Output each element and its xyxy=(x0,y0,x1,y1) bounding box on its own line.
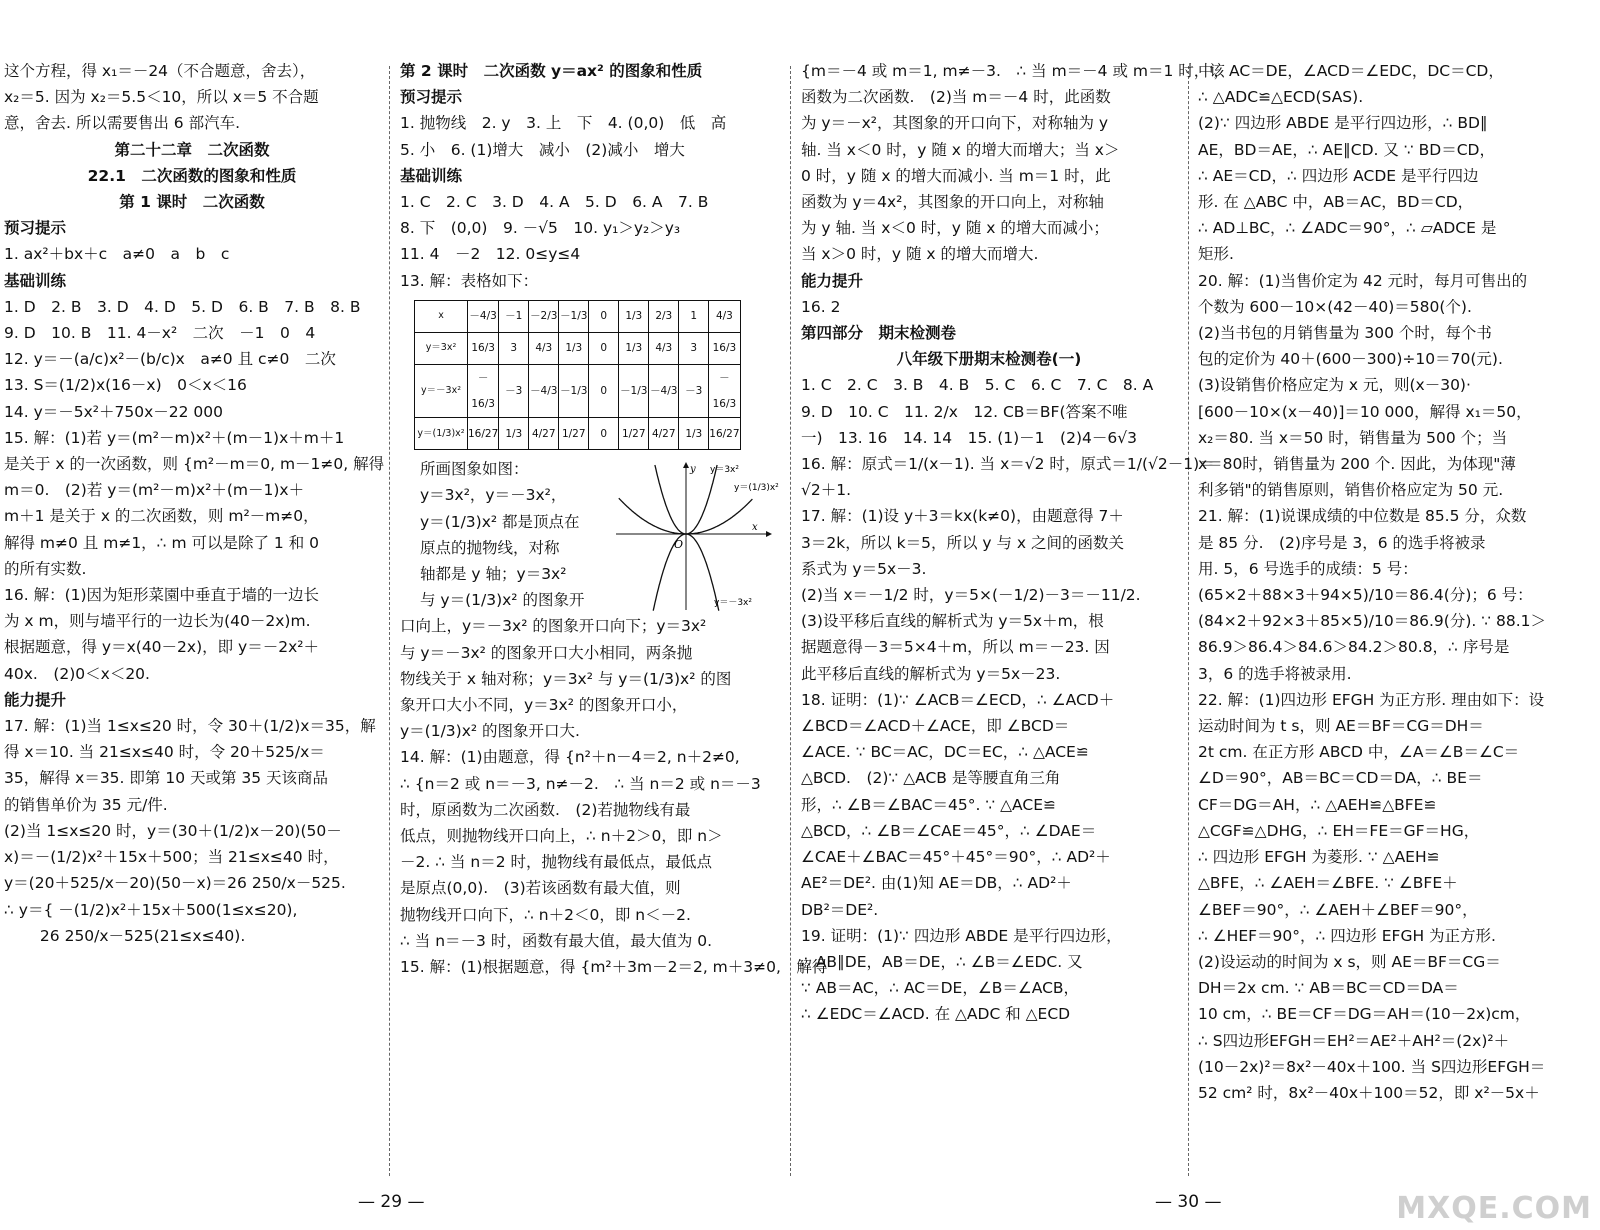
text-line: 是关于 x 的一次函数，则 {m²－m＝0, m－1≠0, 解得 xyxy=(4,455,385,474)
text-line: 2t cm. 在正方形 ABCD 中，∠A＝∠B＝∠C＝ xyxy=(1198,743,1520,762)
text-line: y＝(1/3)x² 都是顶点在 xyxy=(420,512,580,531)
text-line: 是原点(0,0). (3)若该函数有最大值，则 xyxy=(400,879,681,898)
text-line: y＝3x²，y＝－3x²， xyxy=(420,486,567,505)
text-line: 预习提示 xyxy=(4,219,67,238)
text-line: 18. 证明：(1)∵ ∠ACB＝∠ECD，∴ ∠ACD＋ xyxy=(801,690,1115,709)
text-line: ∴ AB∥DE，AB＝DE，∴ ∠B＝∠EDC. 又 xyxy=(801,952,1083,971)
table-cell: 16/3 xyxy=(709,332,740,364)
column-divider xyxy=(389,66,390,1176)
x-axis-arrow xyxy=(766,531,772,537)
column-divider xyxy=(1188,66,1189,1176)
text-line: ∴ 四边形 EFGH 为菱形. ∵ △AEH≌ xyxy=(1198,848,1440,867)
text-line: ∴ S四边形EFGH＝EH²＝AE²＋AH²＝(2x)²＋ xyxy=(1198,1031,1510,1050)
text-line: (3)设销售价格应定为 x 元，则(x－30)· xyxy=(1198,376,1471,395)
table-cell: －1/3 xyxy=(619,364,649,417)
text-line: y＝(1/3)x² 的图象开口大. xyxy=(400,722,580,741)
text-line: {m＝－4 或 m＝1, m≠－3. ∴ 当 m＝－4 或 m＝1 时，该 xyxy=(801,62,1225,80)
table-cell: 0 xyxy=(589,418,619,450)
text-line: (2)设运动的时间为 x s，则 AE＝BF＝CG＝ xyxy=(1198,952,1501,971)
text-line: 为 x m，则与墙平行的一边长为(40－2x)m. xyxy=(4,612,311,631)
text-line: 17. 解：(1)当 1≤x≤20 时，令 30＋(1/2)x＝35，解 xyxy=(4,717,376,736)
text-line: ∠CAE＋∠BAC＝45°＋45°＝90°，∴ AD²＋ xyxy=(801,848,1111,867)
text-line: 基础训练 xyxy=(400,166,463,185)
table-header-cell: －1/3 xyxy=(559,300,589,332)
text-line: 1. D 2. B 3. D 4. D 5. D 6. B 7. B 8. B xyxy=(4,297,361,316)
text-line: (10－2x)²＝8x²－40x＋100. 当 S四边形EFGH＝ xyxy=(1198,1057,1546,1076)
text-line: m＋1 是关于 x 的二次函数，则 m²－m≠0， xyxy=(4,507,319,526)
table-cell: 1/27 xyxy=(559,418,589,450)
text-line: (84×2＋92×3＋85×5)/10＝86.9(分). ∵ 88.1＞ xyxy=(1198,612,1547,631)
table-header-cell: 2/3 xyxy=(649,300,679,332)
text-line: (3)设平移后直线的解析式为 y＝5x＋m，根 xyxy=(801,612,1104,631)
table-cell: 16/3 xyxy=(468,332,499,364)
text-line: 11. 4 －2 12. 0≤y≤4 xyxy=(400,245,581,264)
text-line: 与 y＝(1/3)x² 的图象开 xyxy=(420,591,585,610)
y-axis-label: y xyxy=(690,464,696,475)
text-line: 19. 证明：(1)∵ 四边形 ABDE 是平行四边形， xyxy=(801,926,1122,945)
text-line: 13. 解：表格如下： xyxy=(400,271,539,290)
text-line: 5. 小 6. (1)增大 减小 (2)减小 增大 xyxy=(400,140,685,159)
text-line: 时，原函数为二次函数. (2)若抛物线有最 xyxy=(400,800,691,819)
table-cell: －16/3 xyxy=(468,364,499,417)
text-line: 此平移后直线的解析式为 y＝5x－23. xyxy=(801,664,1061,683)
text-line: 函数为 y＝4x²，其图象的开口向上，对称轴 xyxy=(801,193,1104,212)
text-line: △BCD. (2)∵ △ACB 是等腰直角三角 xyxy=(801,769,1061,788)
text-line: 的销售单价为 35 元/件. xyxy=(4,795,168,814)
table-cell: 0 xyxy=(589,364,619,417)
table-row xyxy=(415,418,741,450)
text-line: 第 1 课时 二次函数 xyxy=(119,193,265,212)
parabola-figure xyxy=(616,460,779,620)
text-line: 能力提升 xyxy=(4,690,67,709)
text-line: 八年级下册期末检测卷(一) xyxy=(896,350,1082,369)
table-row-label: y＝3x² xyxy=(415,332,468,364)
text-line: √2＋1. xyxy=(801,481,852,500)
text-line: －2. ∴ 当 n＝2 时，抛物线有最低点，最低点 xyxy=(400,853,713,872)
text-line: 0 时，y 随 x 的增大而减小. 当 m＝1 时，此 xyxy=(801,166,1111,185)
text-line: 得 x＝10. 当 21≤x≤40 时，令 20＋525/x＝ xyxy=(4,743,325,762)
page-number-right: — 30 — xyxy=(1155,1192,1222,1212)
table-cell: －3 xyxy=(499,364,529,417)
text-line: AE²＝DE². 由(1)知 AE＝DB，∴ AD²＋ xyxy=(801,874,1072,893)
text-line: DB²＝DE². xyxy=(801,900,879,919)
text-line: 物线关于 x 轴对称；y＝3x² 与 y＝(1/3)x² 的图 xyxy=(400,669,732,688)
text-line: x＝80时，销售量为 200 个. 因此，为体现"薄 xyxy=(1198,455,1516,474)
label-y-3x2: y＝3x² xyxy=(710,465,739,475)
table-cell: －4/3 xyxy=(529,364,559,417)
y-axis-arrow xyxy=(683,462,689,468)
text-line: 第四部分 期末检测卷 xyxy=(801,324,957,343)
text-line: 矩形. xyxy=(1198,245,1234,264)
table-row xyxy=(415,332,741,364)
column-2-top xyxy=(400,58,780,294)
table-cell: 4/27 xyxy=(649,418,679,450)
text-line: 40x. (2)0＜x＜20. xyxy=(4,664,150,683)
text-line: ∴ AD⊥BC，∴ ∠ADC＝90°，∴ ▱ADCE 是 xyxy=(1198,219,1497,238)
text-line: 9. D 10. B 11. 4－x² 二次 －1 0 4 xyxy=(4,324,316,343)
table-cell: 3 xyxy=(679,332,709,364)
text-line: 1. C 2. C 3. B 4. B 5. C 6. C 7. C 8. A xyxy=(801,376,1154,395)
text-line: ∴ y＝{ －(1/2)x²＋15x＋500(1≤x≤20), xyxy=(4,900,298,919)
text-line: 第二十二章 二次函数 xyxy=(114,140,270,159)
text-line: 形，∴ ∠B＝∠BAC＝45°. ∵ △ACE≌ xyxy=(801,795,1056,814)
text-line: 1. ax²＋bx＋c a≠0 a b c xyxy=(4,245,230,264)
text-line: 为 y＝－x²，其图象的开口向下，对称轴为 y xyxy=(801,114,1109,133)
table-header-cell: －1 xyxy=(499,300,529,332)
text-line: 12. y＝－(a/c)x²－(b/c)x a≠0 且 c≠0 二次 xyxy=(4,350,336,369)
text-line: 函数为二次函数. (2)当 m＝－4 时，此函数 xyxy=(801,88,1111,107)
text-line: 15. 解：(1)根据题意，得 {m²＋3m－2＝2, m＋3≠0, 解得 xyxy=(400,958,828,977)
watermark: MXQE.COM xyxy=(1396,1191,1592,1226)
text-line: ∴ ∠EDC＝∠ACD. 在 △ADC 和 △ECD xyxy=(801,1005,1071,1024)
text-line: ∴ {n＝2 或 n＝－3, n≠－2. ∴ 当 n＝2 或 n＝－3 xyxy=(400,774,761,793)
text-line: 抛物线开口向下，∴ n＋2＜0，即 n＜－2. xyxy=(400,905,691,924)
text-line: 一) 13. 16 14. 14 15. (1)－1 (2)4－6√3 xyxy=(801,428,1137,447)
label-y-neg-3x2: y＝－3x² xyxy=(714,598,752,608)
text-line: y＝(20＋525/x－20)(50－x)＝26 250/x－525. xyxy=(4,874,346,893)
text-line: ∠D＝90°，AB＝BC＝CD＝DA，∴ BE＝ xyxy=(1198,769,1483,788)
table-cell: 3 xyxy=(499,332,529,364)
table-cell: 0 xyxy=(589,332,619,364)
text-line: 根据题意，得 y＝x(40－2x)，即 y＝－2x²＋ xyxy=(4,638,319,657)
table-cell: －16/3 xyxy=(709,364,740,417)
text-line: 9. D 10. C 11. 2/x 12. CB＝BF(答案不唯 xyxy=(801,402,1128,421)
text-line: △CGF≌△DHG，∴ EH＝FE＝GF＝HG， xyxy=(1198,821,1480,840)
text-line: 第 2 课时 二次函数 y＝ax² 的图象和性质 xyxy=(400,62,703,80)
text-line: 预习提示 xyxy=(400,88,463,107)
text-line: 利多销"的销售原则，销售价格应定为 50 元. xyxy=(1198,481,1504,500)
text-line: (65×2＋88×3＋94×5)/10＝86.4(分)；6 号： xyxy=(1198,586,1533,605)
table-header-cell: 1/3 xyxy=(619,300,649,332)
text-line: 1. C 2. C 3. D 4. A 5. D 6. A 7. B xyxy=(400,193,709,212)
text-line: 中，AC＝DE，∠ACD＝∠EDC，DC＝CD， xyxy=(1198,62,1504,80)
text-line: 个数为 600－10×(42－40)＝580(个). xyxy=(1198,297,1472,316)
table-cell: 4/3 xyxy=(649,332,679,364)
column-1 xyxy=(4,58,385,1198)
table-header-cell: 4/3 xyxy=(709,300,740,332)
text-line: x₂＝80. 当 x＝50 时，销售量为 500 个；当 xyxy=(1198,428,1508,447)
text-line: 轴. 当 x＜0 时，y 随 x 的增大而增大；当 x＞ xyxy=(801,140,1120,159)
table-cell: 1/3 xyxy=(679,418,709,450)
text-line: 16. 解：(1)因为矩形菜園中垂直于墙的一边长 xyxy=(4,586,320,605)
table-header-cell: 1 xyxy=(679,300,709,332)
table-cell: 16/27 xyxy=(468,418,499,450)
text-line: 解得 m≠0 且 m≠1，∴ m 可以是除了 1 和 0 xyxy=(4,533,319,552)
table-row-label: y＝(1/3)x² xyxy=(415,418,468,450)
table-cell: －4/3 xyxy=(649,364,679,417)
text-line: DH＝2x cm. ∵ AB＝BC＝CD＝DA＝ xyxy=(1198,979,1459,998)
text-line: △BCD，∴ ∠B＝∠CAE＝45°，∴ ∠DAE＝ xyxy=(801,821,1097,840)
text-line: 14. y＝－5x²＋750x－22 000 xyxy=(4,402,223,421)
text-line: 轴都是 y 轴；y＝3x² xyxy=(420,565,567,584)
text-line: 35，解得 x＝35. 即第 10 天或第 35 天该商品 xyxy=(4,769,329,788)
text-line: 16. 2 xyxy=(801,297,841,316)
text-line: 是 85 分. (2)序号是 3，6 的选手将被录 xyxy=(1198,533,1486,552)
table-header-label: x xyxy=(415,300,468,332)
text-line: 口向上，y＝－3x² 的图象开口向下；y＝3x² xyxy=(400,617,707,636)
text-line: ∵ AB＝AC，∴ AC＝DE，∠B＝∠ACB， xyxy=(801,979,1080,998)
text-line: ∴ AE＝CD，∴ 四边形 ACDE 是平行四边 xyxy=(1198,166,1479,185)
table-cell: 1/27 xyxy=(619,418,649,450)
text-line: 1. 抛物线 2. y 3. 上 下 4. (0,0) 低 高 xyxy=(400,114,727,133)
text-line: 13. S＝(1/2)x(16－x) 0＜x＜16 xyxy=(4,376,247,395)
text-line: 16. 解：原式＝1/(x－1). 当 x＝√2 时，原式＝1/(√2－1)＝ xyxy=(801,455,1215,474)
label-y-third-x2: y＝(1/3)x² xyxy=(734,483,779,493)
text-line: (2)当书包的月销售量为 300 个时，每个书 xyxy=(1198,324,1492,343)
table-header-cell: 0 xyxy=(589,300,619,332)
text-line: 20. 解：(1)当售价定为 42 元时，每月可售出的 xyxy=(1198,271,1528,290)
text-line: △BFE，∴ ∠AEH＝∠BFE. ∵ ∠BFE＋ xyxy=(1198,874,1458,893)
text-line: 能力提升 xyxy=(801,271,864,290)
table-cell: 1/3 xyxy=(619,332,649,364)
column-2 xyxy=(400,58,828,1198)
text-line: (2)当 1≤x≤20 时，y＝(30＋(1/2)x－20)(50－ xyxy=(4,821,342,840)
text-line: 基础训练 xyxy=(4,271,67,290)
origin-label: O xyxy=(674,538,684,551)
table-row xyxy=(415,364,741,417)
text-line: 意，舍去. 所以需要售出 6 部汽车. xyxy=(4,114,240,133)
table-cell: 4/3 xyxy=(529,332,559,364)
text-line: 低点，则抛物线开口向上，∴ n＋2＞0，即 n＞ xyxy=(400,827,723,846)
text-line: 86.9＞86.4＞84.6＞84.2＞80.8，∴ 序号是 xyxy=(1198,638,1510,657)
text-line: 为 y 轴. 当 x＜0 时，y 随 x 的增大而减小； xyxy=(801,219,1109,238)
text-line: 22.1 二次函数的图象和性质 xyxy=(87,166,297,185)
table-header-cell: －4/3 xyxy=(468,300,499,332)
text-line: 运动时间为 t s，则 AE＝BF＝CG＝DH＝ xyxy=(1198,717,1484,736)
text-line: 52 cm² 时，8x²－40x＋100＝52，即 x²－5x＋ xyxy=(1198,1083,1540,1102)
text-line: 形. 在 △ABC 中，AB＝AC，BD＝CD， xyxy=(1198,193,1474,212)
text-line: 8. 下 (0,0) 9. －√5 10. y₁＞y₂＞y₃ xyxy=(400,219,681,238)
text-line: 所画图象如图： xyxy=(420,460,529,479)
text-line: 包的定价为 40＋(600－300)÷10＝70(元). xyxy=(1198,350,1503,369)
text-line: 3，6 的选手将被录用. xyxy=(1198,664,1352,683)
text-line: ∴ △ADC≌△ECD(SAS). xyxy=(1198,88,1364,107)
page-number-left: — 29 — xyxy=(358,1192,425,1212)
text-line: 据题意得－3＝5×4＋m，所以 m＝－23. 因 xyxy=(801,638,1110,657)
text-line: 用. 5，6 号选手的成绩：5 号： xyxy=(1198,559,1418,578)
text-line: ∠ACE. ∵ BC＝AC，DC＝EC，∴ △ACE≌ xyxy=(801,743,1089,762)
text-line: 15. 解：(1)若 y＝(m²－m)x²＋(m－1)x＋m＋1 xyxy=(4,428,345,447)
text-line: 14. 解：(1)由题意，得 {n²＋n－4＝2, n＋2≠0, xyxy=(400,748,740,767)
text-line: 的所有实数. xyxy=(4,559,87,578)
text-line: 这个方程，得 x₁＝－24（不合题意，舍去）， xyxy=(4,62,316,80)
text-line: 3＝2k，所以 k＝5，所以 y 与 x 之间的函数关 xyxy=(801,533,1125,552)
column-divider xyxy=(790,66,791,1176)
table-cell: 1/3 xyxy=(559,332,589,364)
text-line: x)＝－(1/2)x²＋15x＋500；当 21≤x≤40 时， xyxy=(4,848,339,867)
text-line: 22. 解：(1)四边形 EFGH 为正方形. 理由如下：设 xyxy=(1198,690,1545,709)
text-line: 10 cm，∴ BE＝CF＝DG＝AH＝(10－2x)cm， xyxy=(1198,1005,1531,1024)
text-line: 原点的抛物线，对称 xyxy=(420,538,560,557)
text-line: 系式为 y＝5x－3. xyxy=(801,559,927,578)
text-line: 当 x＞0 时，y 随 x 的增大而增大. xyxy=(801,245,1039,264)
value-table xyxy=(414,300,741,450)
text-line: 与 y＝－3x² 的图象开口大小相同，两条抛 xyxy=(400,643,693,662)
text-line: CF＝DG＝AH，∴ △AEH≌△BFE≌ xyxy=(1198,795,1437,814)
table-cell: －3 xyxy=(679,364,709,417)
column-4 xyxy=(1198,58,1590,1198)
text-line: (2)当 x＝－1/2 时，y＝5×(－1/2)－3＝－11/2. xyxy=(801,586,1141,605)
text-line: ∠BEF＝90°，∴ ∠AEH＋∠BEF＝90°， xyxy=(1198,900,1478,919)
text-line: 21. 解：(1)说课成绩的中位数是 85.5 分，众数 xyxy=(1198,507,1527,526)
text-line: ∠BCD＝∠ACD＋∠ACE，即 ∠BCD＝ xyxy=(801,717,1070,736)
text-line: AE，BD＝AE，∴ AE∥CD. 又 ∵ BD＝CD， xyxy=(1198,140,1495,159)
table-row-label: y＝－3x² xyxy=(415,364,468,417)
text-line: x₂＝5. 因为 x₂＝5.5＜10，所以 x＝5 不合题 xyxy=(4,88,319,107)
text-line: 26 250/x－525(21≤x≤40). xyxy=(4,926,246,945)
table-cell: 16/27 xyxy=(709,418,740,450)
text-line: m＝0. (2)若 y＝(m²－m)x²＋(m－1)x＋ xyxy=(4,481,305,500)
text-line: 象开口大小不同，y＝3x² 的图象开口小， xyxy=(400,696,688,715)
text-line: ∴ ∠HEF＝90°，∴ 四边形 EFGH 为正方形. xyxy=(1198,926,1496,945)
table-header-cell: －2/3 xyxy=(529,300,559,332)
text-line: (2)∵ 四边形 ABDE 是平行四边形，∴ BD∥ xyxy=(1198,114,1488,133)
text-line: ∴ 当 n＝－3 时，函数有最大值，最大值为 0. xyxy=(400,931,713,950)
text-line: [600－10×(x－40)]＝10 000，解得 x₁＝50， xyxy=(1198,402,1532,421)
text-line: 17. 解：(1)设 y＋3＝kx(k≠0)，由题意得 7＋ xyxy=(801,507,1124,526)
table-cell: 4/27 xyxy=(529,418,559,450)
table-cell: 1/3 xyxy=(499,418,529,450)
x-axis-label: x xyxy=(752,522,758,533)
table-cell: －1/3 xyxy=(559,364,589,417)
